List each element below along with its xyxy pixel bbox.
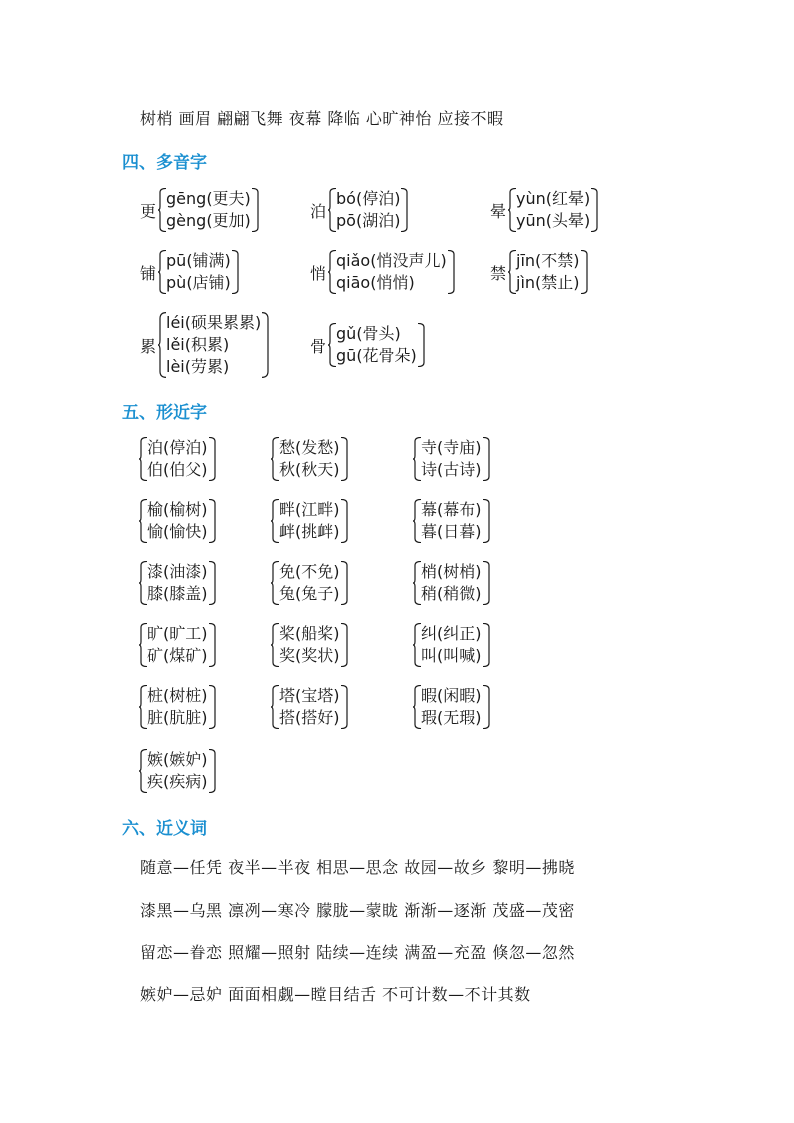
reading-line: qiǎo(悄没声儿) xyxy=(336,251,447,270)
similar-line: 愁(发愁) xyxy=(279,438,340,457)
polyphonic-char: 更 xyxy=(140,201,157,221)
polyphonic-char: 禁 xyxy=(490,263,507,283)
polyphonic-char: 铺 xyxy=(140,263,157,283)
brace-group xyxy=(507,250,590,294)
brace-group xyxy=(412,437,492,481)
polyphonic-group xyxy=(140,312,271,378)
similar-line: 叫(叫喊) xyxy=(421,646,482,665)
polyphonic-group xyxy=(140,250,241,294)
similar-group xyxy=(270,437,350,481)
similar-group xyxy=(138,685,218,729)
similar-line: 免(不免) xyxy=(279,562,340,581)
reading-line: gēng(更夫) xyxy=(166,189,251,208)
brace-group xyxy=(412,623,492,667)
similar-group xyxy=(270,499,350,543)
brace-group xyxy=(270,499,350,543)
similar-line: 暮(日暮) xyxy=(421,522,482,541)
reading-line: jìn(禁止) xyxy=(516,273,580,292)
brace-group xyxy=(138,749,218,793)
similar-line: 脏(肮脏) xyxy=(147,708,208,727)
brace-group xyxy=(412,685,492,729)
brace-group xyxy=(157,250,241,294)
brace-group xyxy=(138,623,218,667)
similar-group xyxy=(138,623,218,667)
brace-group xyxy=(157,188,261,232)
polyphonic-char: 累 xyxy=(140,336,157,356)
polyphonic-group xyxy=(310,188,410,232)
brace-group xyxy=(138,437,218,481)
brace-group xyxy=(327,323,427,367)
top-word-list: 树梢 画眉 翩翩飞舞 夜幕 降临 心旷神怡 应接不暇 xyxy=(140,109,504,128)
similar-group xyxy=(138,749,218,793)
similar-line: 塔(宝塔) xyxy=(279,686,340,705)
similar-line: 奖(奖状) xyxy=(279,646,340,665)
polyphonic-char: 悄 xyxy=(310,263,327,283)
brace-group xyxy=(412,561,492,605)
similar-line: 膝(膝盖) xyxy=(147,584,208,603)
similar-group xyxy=(412,437,492,481)
similar-group xyxy=(412,685,492,729)
similar-group xyxy=(270,685,350,729)
similar-group xyxy=(412,561,492,605)
reading-line: pū(铺满) xyxy=(166,251,231,270)
similar-line: 伯(伯父) xyxy=(147,460,208,479)
synonym-line: 留恋—眷恋 照耀—照射 陆续—连续 满盈—充盈 倏忽—忽然 xyxy=(140,943,575,962)
similar-line: 幕(幕布) xyxy=(421,500,482,519)
similar-line: 矿(煤矿) xyxy=(147,646,208,665)
brace-group xyxy=(157,312,271,378)
polyphonic-group xyxy=(140,188,261,232)
similar-line: 旷(旷工) xyxy=(147,624,208,643)
reading-line: gū(花骨朵) xyxy=(336,346,417,365)
similar-line: 衅(挑衅) xyxy=(279,522,340,541)
similar-line: 桩(树桩) xyxy=(147,686,208,705)
section-heading-similar: 五、形近字 xyxy=(122,403,207,423)
section-heading-polyphonic: 四、多音字 xyxy=(122,153,207,173)
similar-line: 稍(稍微) xyxy=(421,584,482,603)
synonym-line: 嫉妒—忌妒 面面相觑—瞠目结舌 不可计数—不计其数 xyxy=(140,985,531,1004)
section-heading-synonyms: 六、近义词 xyxy=(122,819,207,839)
reading-line: bó(停泊) xyxy=(336,189,401,208)
similar-line: 榆(榆树) xyxy=(147,500,208,519)
reading-line: lěi(积累) xyxy=(166,335,230,354)
reading-line: jīn(不禁) xyxy=(516,251,580,270)
polyphonic-char: 骨 xyxy=(310,336,327,356)
similar-line: 漆(油漆) xyxy=(147,562,208,581)
polyphonic-group xyxy=(490,250,590,294)
polyphonic-group xyxy=(310,323,427,367)
reading-line: gǔ(骨头) xyxy=(336,324,401,343)
similar-line: 疾(疾病) xyxy=(147,772,208,791)
brace-group xyxy=(327,250,457,294)
reading-line: qiāo(悄悄) xyxy=(336,273,415,292)
similar-line: 搭(搭好) xyxy=(279,708,340,727)
similar-group xyxy=(270,623,350,667)
brace-group xyxy=(507,188,600,232)
reading-line: yùn(红晕) xyxy=(516,189,591,208)
similar-group xyxy=(412,623,492,667)
reading-line: lèi(劳累) xyxy=(166,357,230,376)
similar-line: 愉(愉快) xyxy=(147,522,208,541)
brace-group xyxy=(138,685,218,729)
similar-group xyxy=(138,437,218,481)
similar-group xyxy=(270,561,350,605)
polyphonic-char: 晕 xyxy=(490,201,507,221)
similar-line: 诗(古诗) xyxy=(421,460,482,479)
similar-line: 瑕(无瑕) xyxy=(421,708,482,727)
synonym-line: 随意—任凭 夜半—半夜 相思—思念 故园—故乡 黎明—拂晓 xyxy=(140,858,575,877)
reading-line: pō(湖泊) xyxy=(336,211,401,230)
similar-line: 兔(兔子) xyxy=(279,584,340,603)
brace-group xyxy=(138,561,218,605)
synonym-line: 漆黑—乌黑 凛冽—寒冷 朦胧—蒙眬 渐渐—逐渐 茂盛—茂密 xyxy=(140,901,575,920)
reading-line: yūn(头晕) xyxy=(516,211,591,230)
brace-group xyxy=(327,188,410,232)
brace-group xyxy=(412,499,492,543)
similar-line: 畔(江畔) xyxy=(279,500,340,519)
similar-line: 嫉(嫉妒) xyxy=(147,750,208,769)
reading-line: gèng(更加) xyxy=(166,211,251,230)
similar-line: 秋(秋天) xyxy=(279,460,340,479)
similar-line: 纠(纠正) xyxy=(421,624,482,643)
similar-line: 桨(船桨) xyxy=(279,624,340,643)
brace-group xyxy=(270,561,350,605)
similar-group xyxy=(138,499,218,543)
similar-line: 泊(停泊) xyxy=(147,438,208,457)
similar-line: 梢(树梢) xyxy=(421,562,482,581)
brace-group xyxy=(138,499,218,543)
brace-group xyxy=(270,685,350,729)
reading-line: léi(硕果累累) xyxy=(166,313,262,332)
similar-line: 寺(寺庙) xyxy=(421,438,482,457)
polyphonic-group xyxy=(490,188,600,232)
polyphonic-char: 泊 xyxy=(310,201,327,221)
polyphonic-group xyxy=(310,250,457,294)
similar-group xyxy=(412,499,492,543)
similar-group xyxy=(138,561,218,605)
brace-group xyxy=(270,623,350,667)
similar-line: 暇(闲暇) xyxy=(421,686,482,705)
brace-group xyxy=(270,437,350,481)
reading-line: pù(店铺) xyxy=(166,273,231,292)
